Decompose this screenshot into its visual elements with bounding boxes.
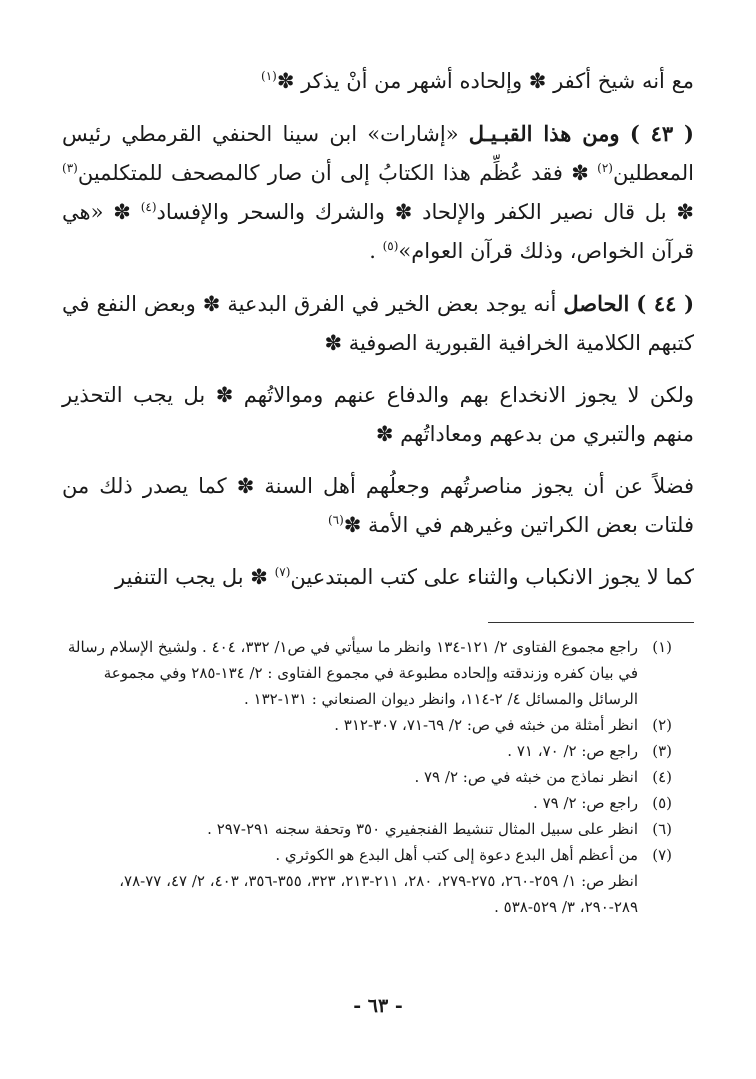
footnote-text: راجع ص: ٢/ ٧٠، ٧١ . <box>507 742 638 760</box>
paragraph-text: مع أنه شيخ أكفر ✽ وإلحاده أشهر من أنْ يذكر ✽ <box>276 69 694 93</box>
paragraph-text: ✽ فقد عُظِّم هذا الكتابُ إلى أن صار كالمصحف للمتكلمين <box>77 161 589 185</box>
footnote-continuation: انظر ص: ١/ ٢٥٩-٢٦٠، ٢٧٥-٢٧٩، ٢٨٠، ٢١١-٢١٣، ٣٢٣، ٣٥٥-٣٥٦، ٤٠٣، ٢/ ٤٧، ٧٧-٧٨، ٢٨٩-٢٩٠، ٣/ ٥٢٩-٥٣٨ . <box>119 872 638 916</box>
paragraph-text: ✽ «هي قرآن الخواص، وذلك قرآن العوام» <box>62 200 694 263</box>
footnote-number: (٧) <box>652 846 672 864</box>
footnote-number: (١) <box>652 638 672 656</box>
paragraph-lead: ومن هذا القبـيـل <box>468 121 620 146</box>
paragraph-44 <box>62 284 694 363</box>
footnote-text: انظر نماذج من خبثه في ص: ٢/ ٧٩ . <box>414 768 638 786</box>
paragraph-43 <box>62 114 694 271</box>
footnote-ref: (٧) <box>274 565 291 579</box>
footnote-text: راجع ص: ٢/ ٧٩ . <box>533 794 638 812</box>
footnote-number: (٤) <box>652 768 672 786</box>
footnote-number: (٢) <box>652 716 672 734</box>
footnote-ref: (٦) <box>327 513 344 527</box>
page-number: - ٦٣ - <box>353 995 403 1017</box>
footnote-text: انظر على سبيل المثال تنشيط الفنجفيري ٣٥٠ وتحفة سجنه ٢٩١-٢٩٧ . <box>207 820 638 838</box>
footnote-item <box>62 634 672 712</box>
paragraph-text: «إشارات» ابن سينا الحنفي القرمطي رئيس المعطلين <box>62 122 694 185</box>
footnote-ref: (٢) <box>597 161 613 175</box>
paragraph-text: ✽ بل قال نصير الكفر والإلحاد ✽ والشرك والسحر والإفساد <box>156 200 694 224</box>
paragraph-text: فضلاً عن أن يجوز مناصرتُهم وجعلُهم أهل السنة ✽ كما يصدر ذلك من فلتات بعض الكراتين وغيرهم في الأمة ✽ <box>62 474 694 537</box>
paragraph-1 <box>62 62 694 101</box>
footnotes <box>62 634 672 920</box>
paragraph-text: ✽ بل يجب التنفير <box>115 565 268 589</box>
paragraph-4 <box>62 376 694 454</box>
paragraph-5 <box>62 467 694 545</box>
paragraph-text: كما لا يجوز الانكباب والثناء على كتب المبتدعين <box>290 565 694 589</box>
footnote-ref: (١) <box>261 69 277 83</box>
footnote-number: (٥) <box>652 794 672 812</box>
footnote-ref: (٤) <box>140 200 157 214</box>
paragraph-text: أنه يوجد بعض الخير في الفرق البدعية ✽ وبعض النفع في كتبهم الكلامية الخرافية القبورية الصوفية ✽ <box>62 292 694 355</box>
footnote-ref: (٣) <box>62 161 78 175</box>
footnote-item <box>62 816 672 842</box>
footnote-item <box>62 738 672 764</box>
paragraph-6 <box>62 558 694 597</box>
footnote-number: (٦) <box>652 820 672 838</box>
footnote-divider <box>488 622 694 623</box>
footnote-text: من أعظم أهل البدع دعوة إلى كتب أهل البدع هو الكوثري . <box>275 846 638 864</box>
footnote-item <box>62 790 672 816</box>
paragraph-number: ( ٤٤ ) <box>636 291 695 316</box>
footnote-item <box>62 764 672 790</box>
paragraph-lead: الحاصل <box>563 291 630 316</box>
footnote-item <box>62 842 672 868</box>
footnote-ref: (٥) <box>382 239 399 253</box>
paragraph-text: . <box>369 239 376 263</box>
footnote-item <box>62 712 672 738</box>
footnote-text: راجع مجموع الفتاوى ٢/ ١٢١-١٣٤ وانظر ما سيأتي في ص١/ ٣٣٢، ٤٠٤ . ولشيخ الإسلام رسالة في بيان كفره وزندقته وإلحاده مطبوعة في مجموع الفتاوى : ٢/ ١٣٤-٢٨٥ وفي مجموعة الرسائل والمسائل ٤/ ٢-١١٤، وانظر ديوان الصنعاني : ١٣١-١٣٢ . <box>67 638 638 708</box>
footnote-text: انظر أمثلة من خبثه في ص: ٢/ ٦٩-٧١، ٣٠٧-٣١٢ . <box>334 716 638 734</box>
paragraph-number: ( ٤٣ ) <box>629 121 694 146</box>
main-text <box>62 62 694 610</box>
paragraph-text: ولكن لا يجوز الانخداع بهم والدفاع عنهم وموالاتُهم ✽ بل يجب التحذير منهم والتبري من بدعهم ومعاداتُهم ✽ <box>62 383 694 446</box>
footnote-number: (٣) <box>652 742 672 760</box>
